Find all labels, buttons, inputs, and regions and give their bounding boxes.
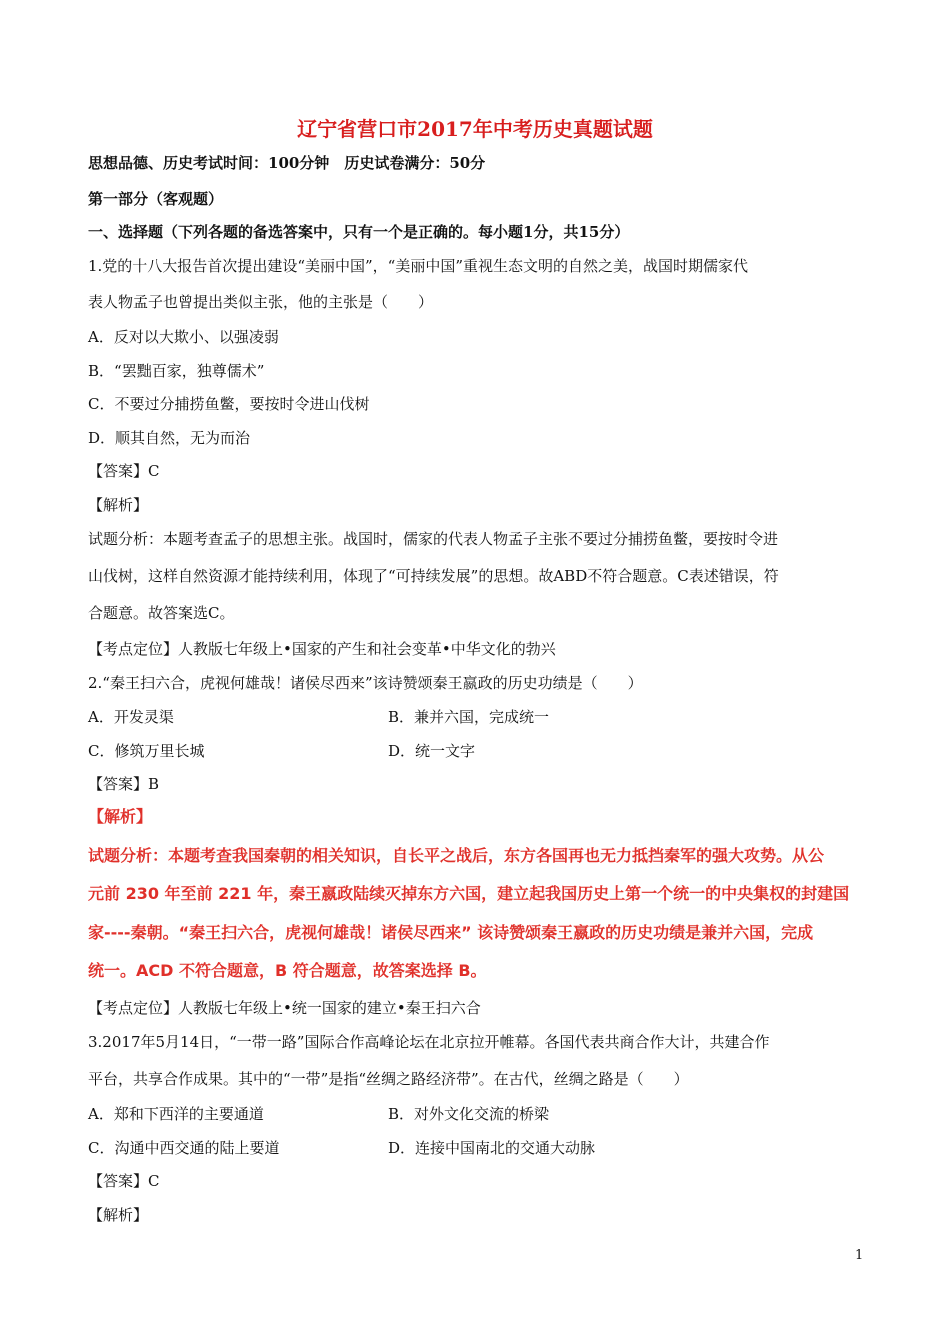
- q2-analysis-line-3: 家----秦朝。“秦王扫六合，虎视何雄哉！诸侯尽西来” 该诗赞颂秦王嬴政的历史功绩是兼并六国，完成: [88, 923, 814, 942]
- q1-option-a: A．反对以大欺小、以强凌弱: [88, 328, 279, 346]
- q3-stem-line-1: 3.2017年5月14日，“一带一路”国际合作高峰论坛在北京拉开帷幕。各国代表共商合作大计，共建合作: [88, 1033, 770, 1051]
- q2-option-b: B．兼并六国，完成统一: [388, 708, 550, 726]
- part-heading: 第一部分（客观题）: [88, 190, 224, 208]
- q1-stem-line-2: 表人物孟子也曾提出类似主张，他的主张是（ ）: [88, 293, 434, 311]
- q1-analysis-label: 【解析】: [88, 496, 149, 514]
- q2-analysis-line-4: 统一。ACD 不符合题意，B 符合题意，故答案选择 B。: [88, 961, 487, 980]
- page-number: 1: [855, 1248, 864, 1263]
- q2-option-a: A．开发灵渠: [88, 708, 174, 726]
- q1-option-d: D．顺其自然，无为而治: [88, 429, 251, 447]
- q1-stem-line-1: 1.党的十八大报告首次提出建设“美丽中国”，“美丽中国”重视生态文明的自然之美，战国时期儒家代: [88, 257, 748, 275]
- q2-option-c: C．修筑万里长城: [88, 742, 205, 760]
- exam-info: 思想品德、历史考试时间：100分钟 历史试卷满分：50分: [88, 154, 486, 172]
- q1-analysis-line-2: 山伐树，这样自然资源才能持续利用，体现了“可持续发展”的思想。故ABD不符合题意。C表述错误，符: [88, 567, 779, 585]
- q1-answer: 【答案】C: [88, 462, 160, 480]
- q1-analysis-line-3: 合题意。故答案选C。: [88, 604, 235, 622]
- q2-analysis-line-2: 元前 230 年至前 221 年，秦王嬴政陆续灭掉东方六国，建立起我国历史上第一个统一的中央集权的封建国: [88, 884, 850, 903]
- q3-option-d: D．连接中国南北的交通大动脉: [388, 1139, 596, 1157]
- q1-option-c: C．不要过分捕捞鱼鳖，要按时令进山伐树: [88, 395, 370, 413]
- q2-option-d: D．统一文字: [388, 742, 476, 760]
- q1-option-b: B．“罢黜百家，独尊儒术”: [88, 362, 265, 380]
- q3-option-a: A．郑和下西洋的主要通道: [88, 1105, 264, 1123]
- q2-analysis-label: 【解析】: [88, 807, 153, 826]
- q3-analysis-label: 【解析】: [88, 1206, 149, 1224]
- section-heading: 一、选择题（下列各题的备选答案中，只有一个是正确的。每小题1分，共15分）: [88, 223, 630, 241]
- q1-analysis-line-1: 试题分析：本题考查孟子的思想主张。战国时，儒家的代表人物孟子主张不要过分捕捞鱼鳖，要按时令进: [88, 530, 779, 548]
- document-title: 辽宁省营口市2017年中考历史真题试题: [297, 117, 653, 141]
- q3-option-b: B．对外文化交流的桥梁: [388, 1105, 550, 1123]
- q1-exam-point: 【考点定位】人教版七年级上•国家的产生和社会变革•中华文化的勃兴: [88, 640, 556, 658]
- q2-stem: 2.“秦王扫六合，虎视何雄哉！诸侯尽西来”该诗赞颂秦王嬴政的历史功绩是（ ）: [88, 674, 643, 692]
- q2-exam-point: 【考点定位】人教版七年级上•统一国家的建立•秦王扫六合: [88, 999, 481, 1017]
- q3-option-c: C．沟通中西交通的陆上要道: [88, 1139, 280, 1157]
- q2-answer: 【答案】B: [88, 775, 160, 793]
- q2-analysis-line-1: 试题分析：本题考查我国秦朝的相关知识，自长平之战后，东方各国再也无力抵挡秦军的强大攻势。从公: [88, 846, 825, 865]
- q3-stem-line-2: 平台，共享合作成果。其中的“一带”是指“丝绸之路经济带”。在古代，丝绸之路是（ ）: [88, 1070, 689, 1088]
- q3-answer: 【答案】C: [88, 1172, 160, 1190]
